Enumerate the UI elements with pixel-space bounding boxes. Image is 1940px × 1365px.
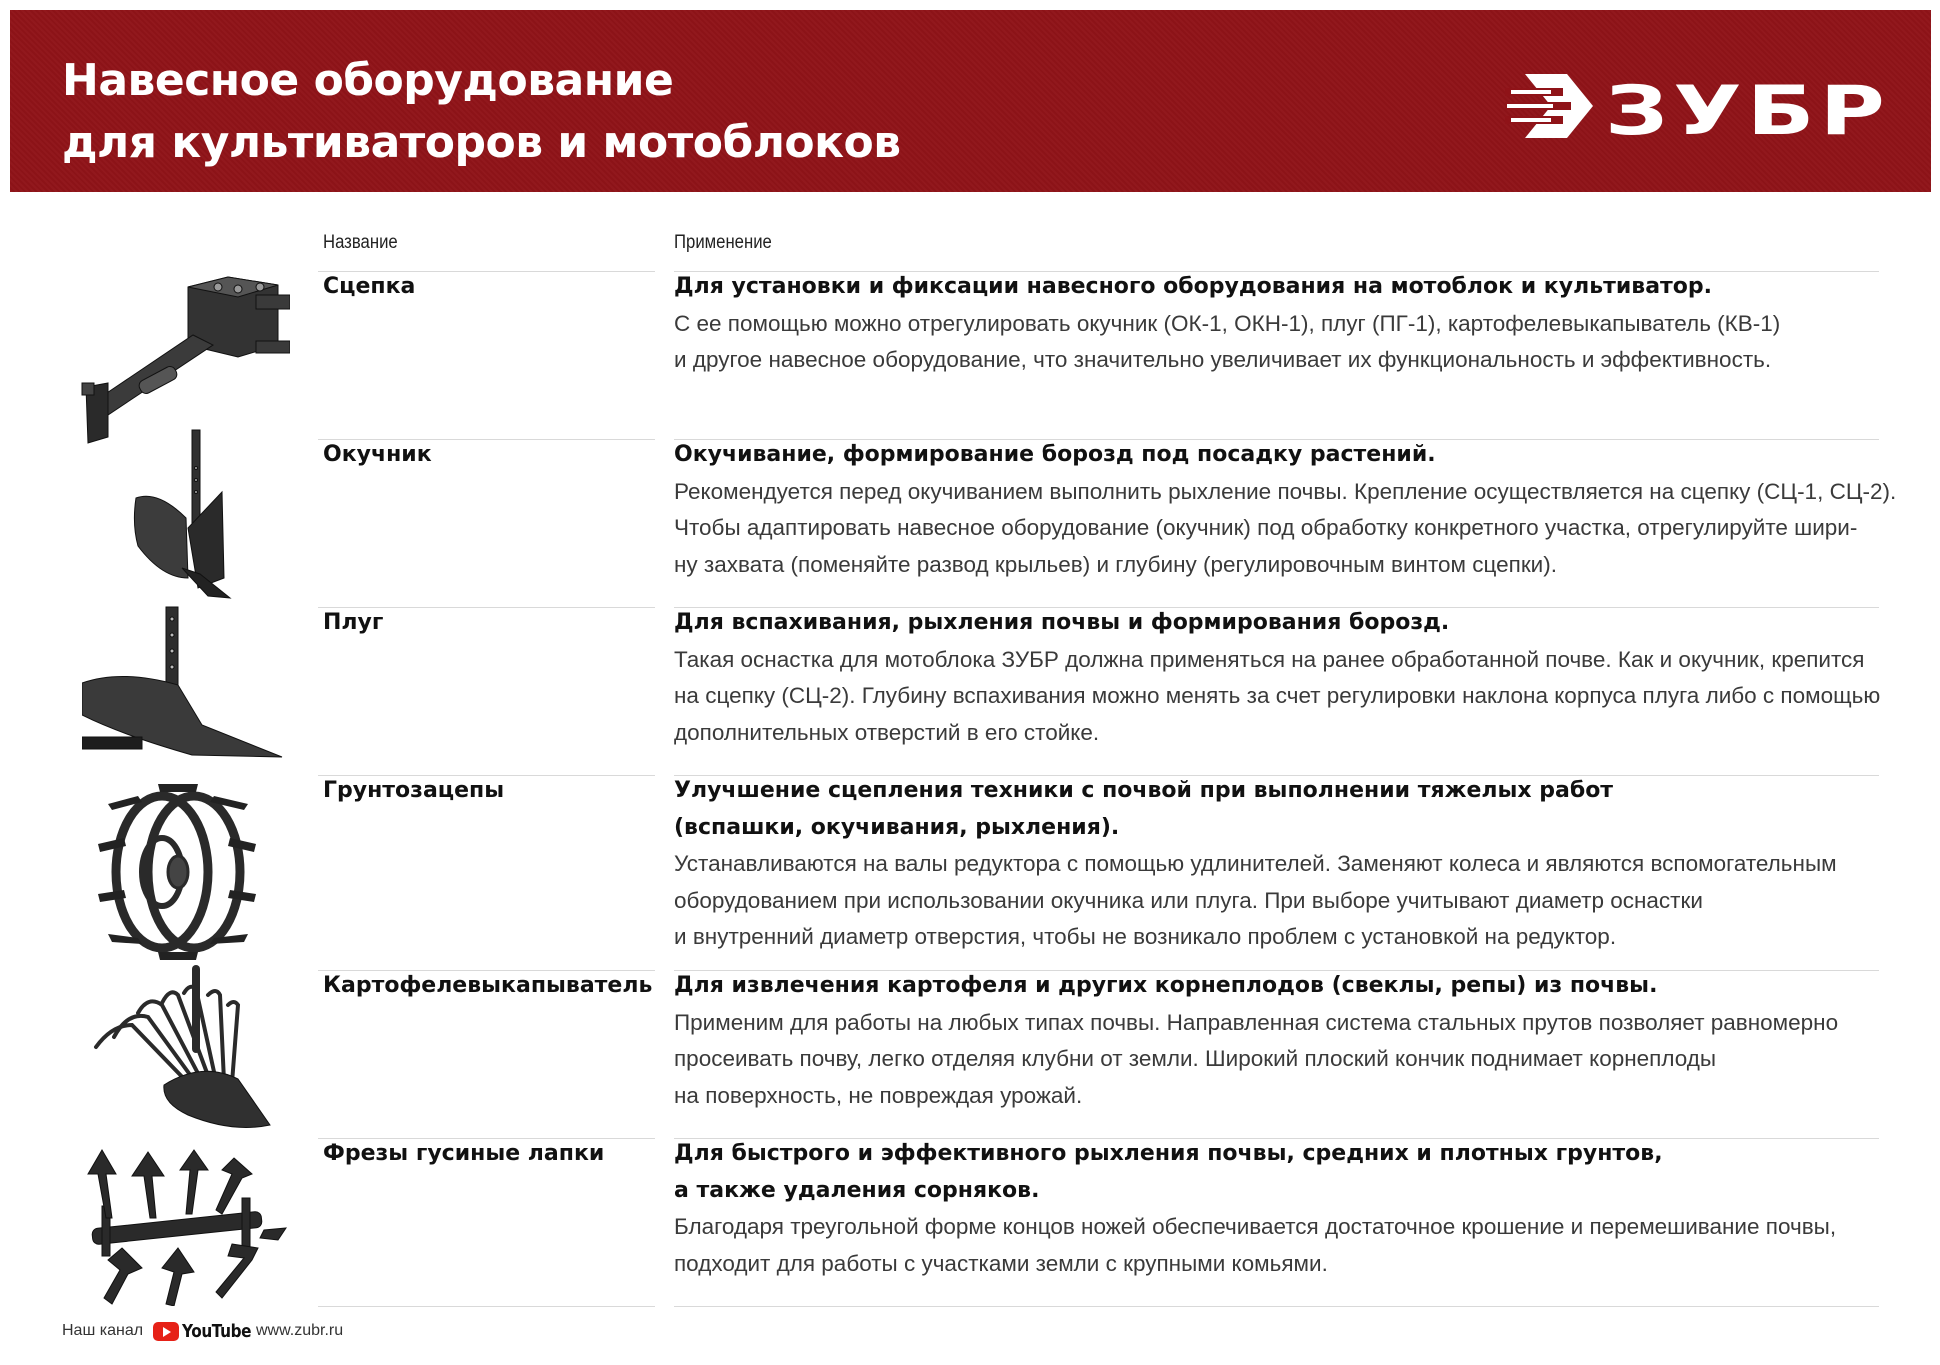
- row-name: Фрезы гусиные лапки: [323, 1141, 605, 1166]
- row-body: Рекомендуется перед окучиванием выполнить рыхление почвы. Крепление осуществляется на сцепку (СЦ-1, СЦ-2). Чтобы адаптировать навесное оборудование (окучник) под обработку конкретного участка, отрегулируйте шири- ну захвата (поменяйте развод крыльев) и глубину (регулировочным винтом сцепки).: [674, 478, 1897, 577]
- lug-wheels-image: [98, 784, 258, 960]
- divider: [318, 439, 655, 440]
- row-description: [674, 773, 1904, 956]
- row-description: [674, 968, 1904, 1114]
- row-lead: Для извлечения картофеля и других корнеплодов (свеклы, репы) из почвы.: [674, 973, 1658, 998]
- zubr-logo: [1505, 66, 1895, 146]
- brand-text: ЗУБР: [1605, 72, 1890, 146]
- page-title: [62, 50, 901, 174]
- row-lead: Для установки и фиксации навесного оборудования на мотоблок и культиватор.: [674, 274, 1713, 299]
- row-name: Грунтозацепы: [323, 778, 505, 803]
- goose-foot-tiller-image: [82, 1148, 287, 1306]
- row-lead: Для вспахивания, рыхления почвы и формирования борозд.: [674, 610, 1450, 635]
- row-lead: Для быстрого и эффективного рыхления почвы, средних и плотных грунтов, а также удаления сорняков.: [674, 1141, 1663, 1203]
- row-lead: Улучшение сцепления техники с почвой при выполнении тяжелых работ (вспашки, окучивания, рыхления).: [674, 778, 1614, 840]
- row-body: Благодаря треугольной форме концов ножей обеспечивается достаточное крошение и перемешивание почвы, подходит для работы с участками земли с крупными комьями.: [674, 1214, 1837, 1276]
- row-description: [674, 269, 1904, 379]
- row-description: [674, 1136, 1904, 1282]
- column-header-name: Название: [323, 232, 398, 253]
- potato-digger-image: [92, 965, 282, 1135]
- youtube-link[interactable]: [153, 1320, 263, 1342]
- row-body: Устанавливаются на валы редуктора с помощью удлинителей. Заменяют колеса и являются вспомогательным оборудованием при использовании окучника или плуга. При выборе учитывают диаметр оснастки и внутренний диаметр отверстия, чтобы не возникало проблем с установкой на редуктор.: [674, 851, 1837, 949]
- row-name: Окучник: [323, 442, 432, 467]
- row-description: [674, 605, 1904, 751]
- row-name: Сцепка: [323, 274, 416, 299]
- row-name: Плуг: [323, 610, 384, 635]
- column-header-usage: Применение: [674, 232, 772, 253]
- divider: [318, 271, 655, 272]
- divider: [318, 607, 655, 608]
- row-description: [674, 437, 1904, 583]
- divider: [318, 970, 655, 971]
- youtube-label: YouTube: [182, 1320, 252, 1342]
- zubr-arrow-logo-icon: [1505, 74, 1593, 138]
- hiller-image: [128, 428, 238, 600]
- divider: [318, 1306, 655, 1307]
- row-body: С ее помощью можно отрегулировать окучник (ОК-1, ОКН-1), плуг (ПГ-1), картофелевыкапыватель (КВ-1) и другое навесное оборудование, что значительно увеличивает их функциональность и эффективность.: [674, 310, 1781, 372]
- title-line-1: Навесное оборудование: [62, 55, 674, 106]
- title-line-2: для культиваторов и мотоблоков: [62, 117, 901, 168]
- header-banner: [10, 10, 1931, 192]
- youtube-play-icon: [153, 1322, 179, 1341]
- divider: [318, 1138, 655, 1139]
- divider: [674, 1306, 1879, 1307]
- hitch-image: [78, 275, 290, 445]
- row-body: Такая оснастка для мотоблока ЗУБР должна применяться на ранее обработанной почве. Как и окучник, крепится на сцепку (СЦ-2). Глубину вспахивания можно менять за счет регулировки наклона корпуса плуга либо с помощью дополнительных отверстий в его стойке.: [674, 646, 1881, 745]
- channel-label: Наш канал: [62, 1322, 144, 1339]
- row-name: Картофелевыкапыватель: [323, 973, 653, 998]
- row-body: Применим для работы на любых типах почвы. Направленная система стальных прутов позволяет равномерно просеивать почву, легко отделяя клубни от земли. Широкий плоский кончик поднимает корнеплоды на поверхность, не повреждая урожай.: [674, 1009, 1839, 1108]
- divider: [318, 775, 655, 776]
- plow-image: [82, 605, 287, 768]
- website-link[interactable]: www.zubr.ru: [256, 1322, 344, 1339]
- row-lead: Окучивание, формирование борозд под посадку растений.: [674, 442, 1436, 467]
